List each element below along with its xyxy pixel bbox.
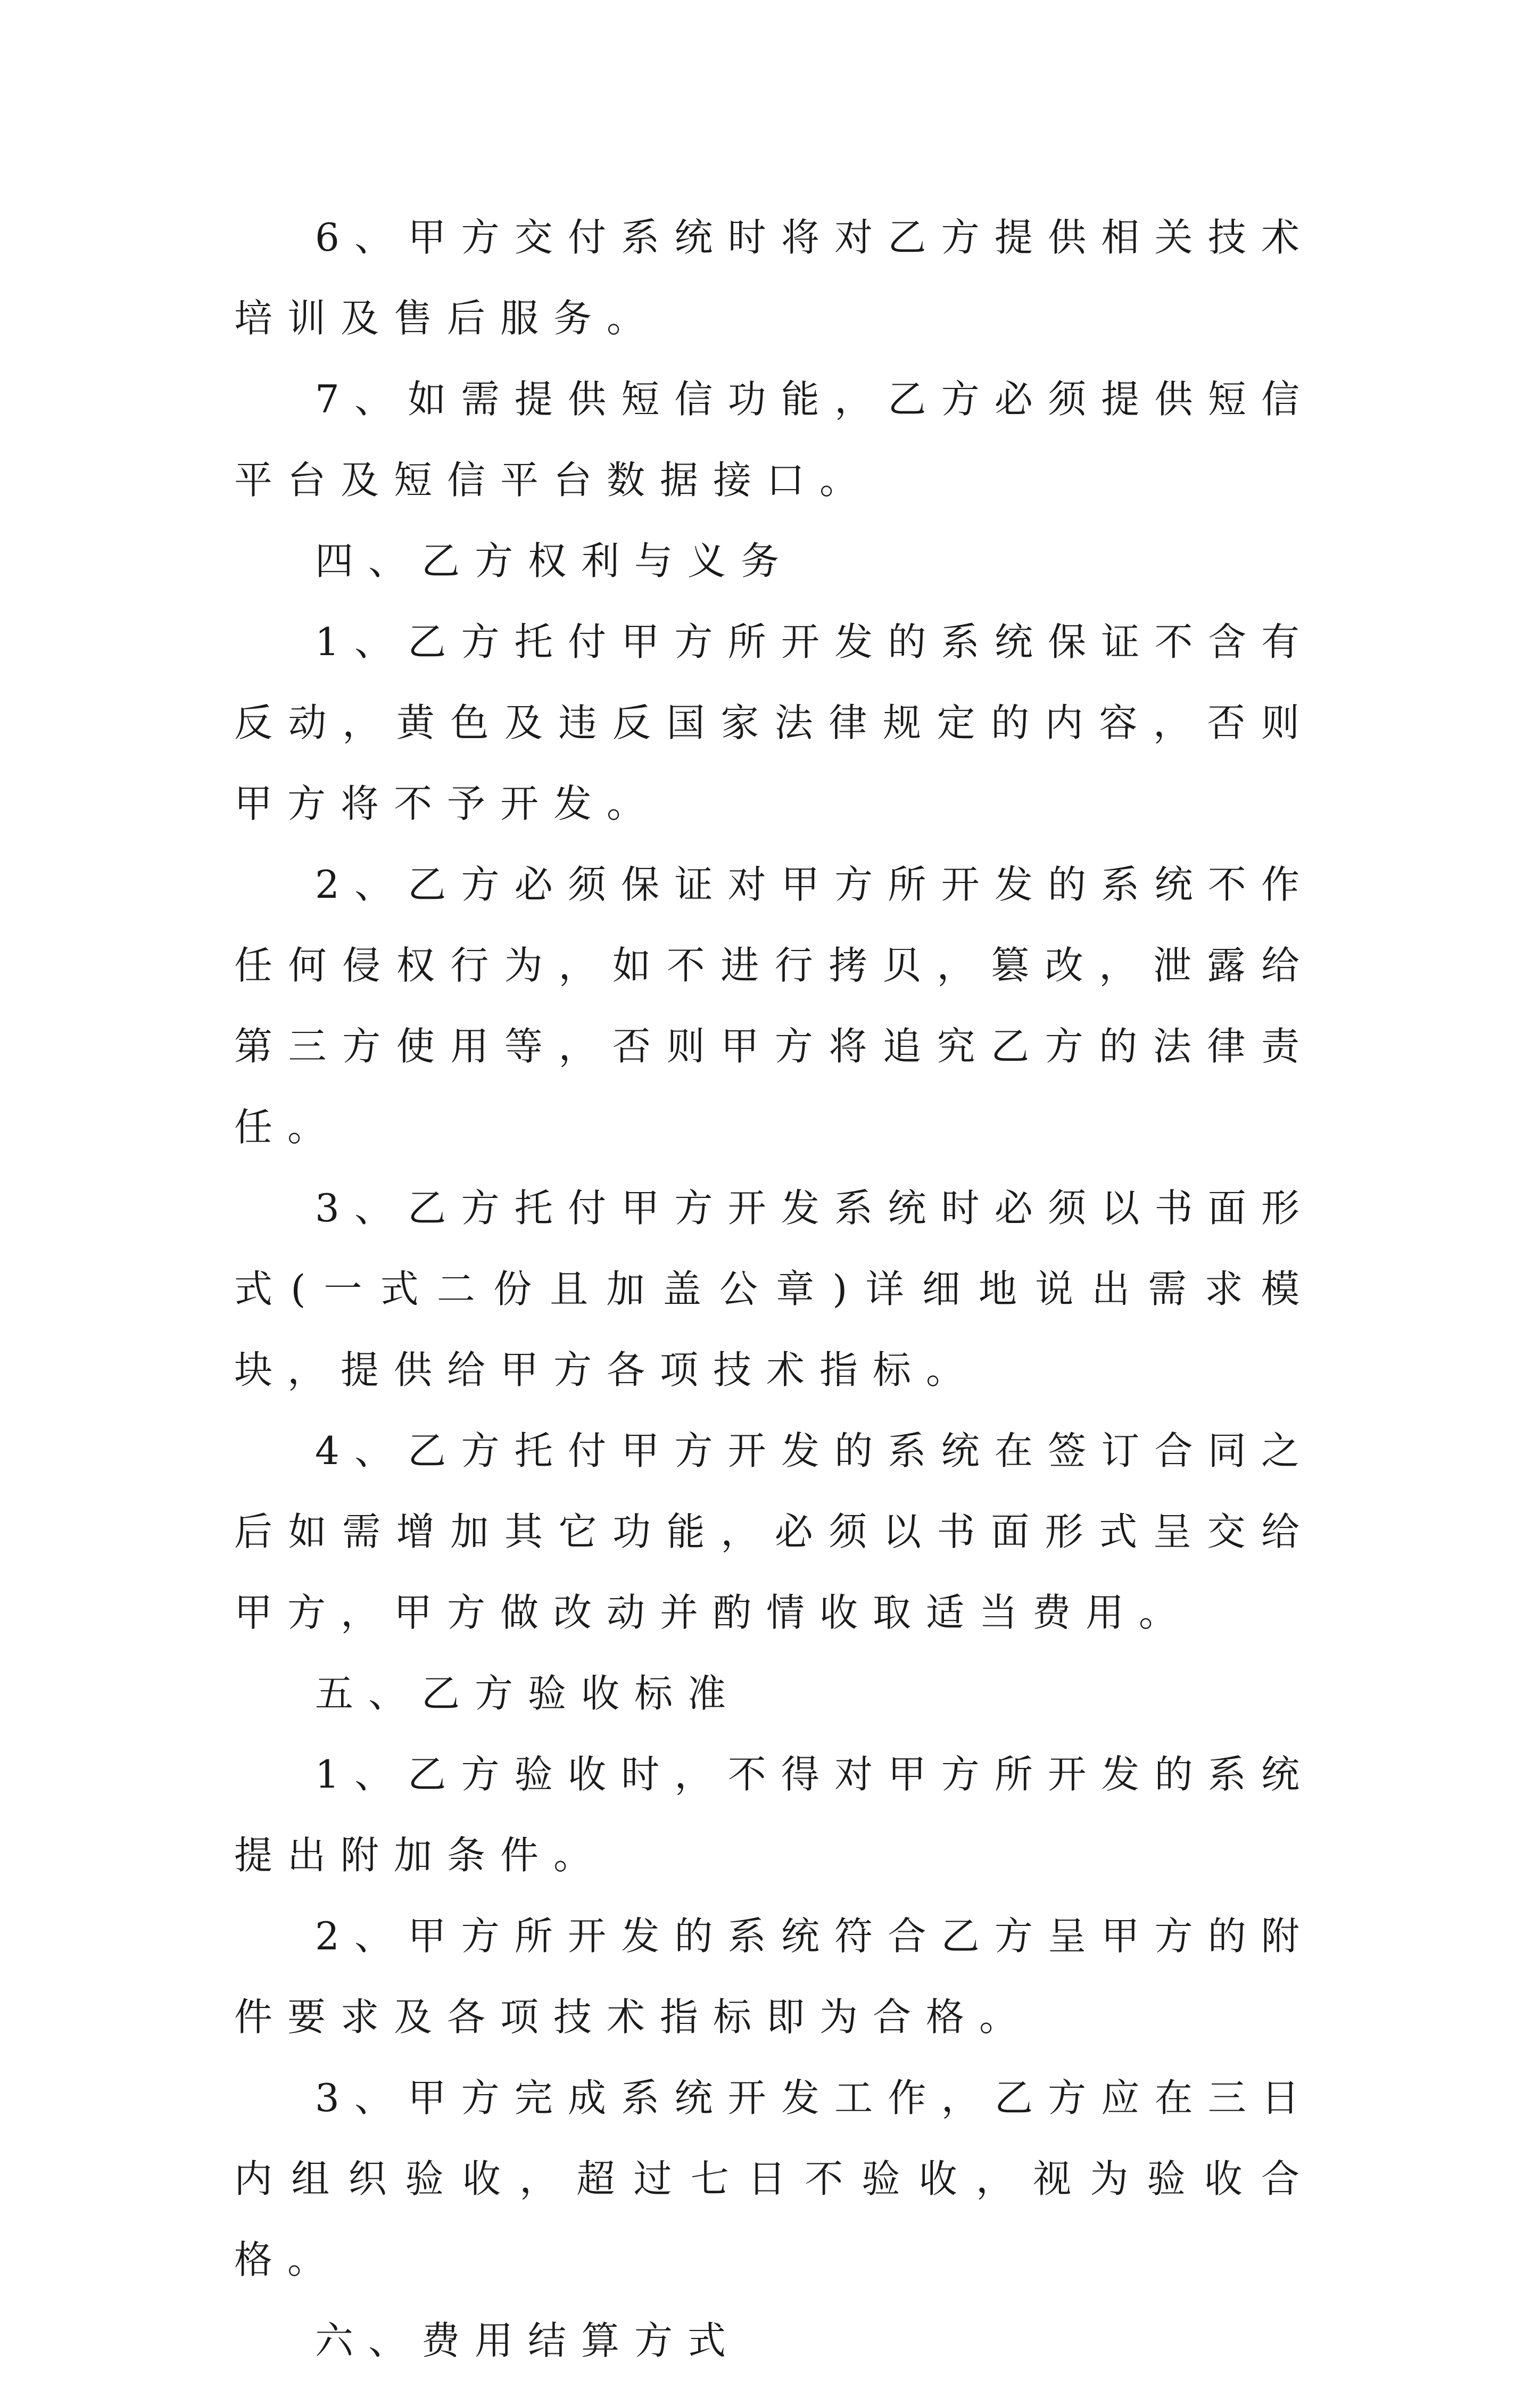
clause-b2-no-infringement: 2、乙方必须保证对甲方所开发的系统不作任何侵权行为，如不进行拷贝，篡改，泄露给第三方使用等，否则甲方将追究乙方的法律责任。 <box>234 862 1314 1150</box>
clause-a3-acceptance-deadline: 3、甲方完成系统开发工作，乙方应在三日内组织验收，超过七日不验收，视为验收合格。 <box>234 2076 1314 2282</box>
section-heading-acceptance-criteria: 五、乙方验收标准 <box>315 1671 741 1716</box>
section-heading-party-b-rights: 四、乙方权利与义务 <box>315 539 794 583</box>
clause-b3-written-requirements: 3、乙方托付甲方开发系统时必须以书面形式(一式二份且加盖公章)详细地说出需求模块，提供给甲方各项技术指标。 <box>234 1186 1314 1392</box>
clause-a1-no-extra-conditions: 1、乙方验收时，不得对甲方所开发的系统提出附加条件。 <box>234 1752 1314 1878</box>
clause-b4-additional-features: 4、乙方托付甲方开发的系统在签订合同之后如需增加其它功能，必须以书面形式呈交给甲方，甲方做改动并酌情收取适当费用。 <box>234 1428 1314 1635</box>
document-body <box>234 197 1314 2381</box>
clause-7-sms-platform: 7、如需提供短信功能，乙方必须提供短信平台及短信平台数据接口。 <box>234 377 1314 502</box>
clause-6-delivery-training: 6、甲方交付系统时将对乙方提供相关技术培训及售后服务。 <box>234 215 1314 341</box>
clause-a2-qualification: 2、甲方所开发的系统符合乙方呈甲方的附件要求及各项技术指标即为合格。 <box>234 1914 1314 2039</box>
section-heading-payment-method: 六、费用结算方式 <box>315 2318 741 2363</box>
clause-b1-content-legality: 1、乙方托付甲方所开发的系统保证不含有反动，黄色及违反国家法律规定的内容，否则甲方将不予开发。 <box>234 619 1314 826</box>
